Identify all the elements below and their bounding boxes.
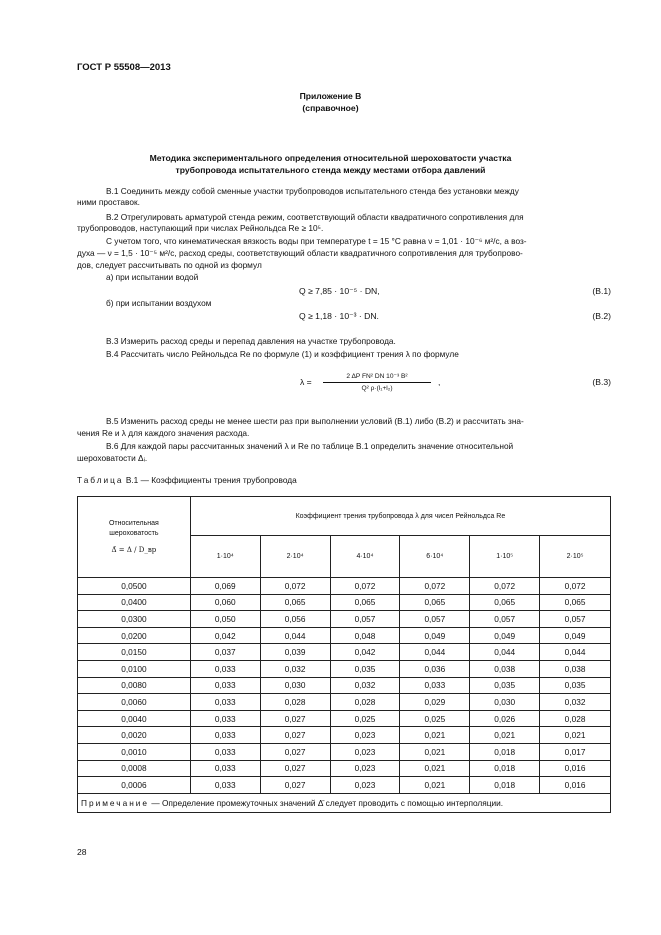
friction-value-cell: 0,018 xyxy=(470,777,540,794)
roughness-value-cell: 0,0200 xyxy=(78,627,191,644)
friction-value-cell: 0,044 xyxy=(400,644,470,661)
formula-b2: Q ≥ 1,18 · 10⁻³ · DN. xyxy=(299,311,379,321)
friction-value-cell: 0,021 xyxy=(400,760,470,777)
roughness-value-cell: 0,0100 xyxy=(78,660,191,677)
friction-value-cell: 0,027 xyxy=(260,760,330,777)
friction-value-cell: 0,072 xyxy=(470,578,540,595)
friction-value-cell: 0,065 xyxy=(470,594,540,611)
friction-value-cell: 0,050 xyxy=(190,611,260,628)
roughness-value-cell: 0,0400 xyxy=(78,594,191,611)
re-col-header: 4·10⁴ xyxy=(330,536,400,578)
table-row xyxy=(78,677,611,694)
table-caption-text: В.1 — Коэффициенты трения трубопровода xyxy=(125,475,297,485)
annex-title: Приложение В xyxy=(299,91,362,101)
paragraph-b2-line1: В.2 Отрегулировать арматурой стенда режим, соответствующий области квадратичного сопротивления для xyxy=(106,212,524,222)
friction-value-cell: 0,018 xyxy=(470,743,540,760)
table-row xyxy=(78,710,611,727)
friction-value-cell: 0,028 xyxy=(540,710,611,727)
roughness-value-cell: 0,0150 xyxy=(78,644,191,661)
friction-value-cell: 0,017 xyxy=(540,743,611,760)
paragraph-b3: В.3 Измерить расход среды и перепад давления на участке трубопровода. xyxy=(106,336,396,346)
re-col-header: 2·10⁵ xyxy=(540,536,611,578)
friction-value-cell: 0,039 xyxy=(260,644,330,661)
re-col-header: 6·10⁴ xyxy=(400,536,470,578)
re-col-header: 2·10⁴ xyxy=(260,536,330,578)
table-row xyxy=(78,777,611,794)
friction-value-cell: 0,065 xyxy=(540,594,611,611)
paragraph-b6-line2: шероховатости Δᵢ. xyxy=(77,453,148,463)
friction-value-cell: 0,033 xyxy=(190,777,260,794)
friction-value-cell: 0,072 xyxy=(400,578,470,595)
formula-b3-fraction-bar xyxy=(323,382,431,383)
friction-value-cell: 0,027 xyxy=(260,777,330,794)
table-body xyxy=(78,578,611,794)
friction-value-cell: 0,065 xyxy=(330,594,400,611)
paragraph-b6-line1: В.6 Для каждой пары рассчитанных значений λ и Re по таблице В.1 определить значение относительной xyxy=(106,441,514,451)
friction-value-cell: 0,036 xyxy=(400,660,470,677)
formula-b3-number: (В.3) xyxy=(592,377,611,387)
roughness-header-line2: шероховатость xyxy=(109,530,159,537)
friction-value-cell: 0,060 xyxy=(190,594,260,611)
friction-value-cell: 0,049 xyxy=(540,627,611,644)
table-caption xyxy=(77,475,297,485)
formula-b3-lhs: λ = xyxy=(300,377,312,387)
friction-value-cell: 0,033 xyxy=(190,743,260,760)
roughness-value-cell: 0,0080 xyxy=(78,677,191,694)
friction-value-cell: 0,049 xyxy=(400,627,470,644)
friction-value-cell: 0,023 xyxy=(330,727,400,744)
friction-value-cell: 0,027 xyxy=(260,743,330,760)
friction-value-cell: 0,021 xyxy=(470,727,540,744)
document-header: ГОСТ Р 55508—2013 xyxy=(77,62,171,73)
section-heading-line1: Методика экспериментального определения относительной шероховатости участка xyxy=(149,153,512,163)
formula-b2-number: (В.2) xyxy=(592,311,611,321)
friction-value-cell: 0,057 xyxy=(470,611,540,628)
roughness-header-line1: Относительная xyxy=(108,520,159,527)
friction-value-cell: 0,042 xyxy=(330,644,400,661)
friction-value-cell: 0,028 xyxy=(330,694,400,711)
friction-value-cell: 0,057 xyxy=(330,611,400,628)
table-row xyxy=(78,627,611,644)
case-b-label: б) при испытании воздухом xyxy=(106,298,212,308)
friction-value-cell: 0,044 xyxy=(470,644,540,661)
section-heading-line2: трубопровода испытательного стенда между местами отбора давлений xyxy=(175,165,486,175)
formula-b3-end: , xyxy=(438,377,441,387)
friction-value-cell: 0,033 xyxy=(190,727,260,744)
friction-value-cell: 0,033 xyxy=(190,710,260,727)
table-row xyxy=(78,727,611,744)
friction-value-cell: 0,037 xyxy=(190,644,260,661)
friction-value-cell: 0,033 xyxy=(190,660,260,677)
roughness-value-cell: 0,0040 xyxy=(78,710,191,727)
formula-b3-denominator: Q² ρ·(l₁+l₂) xyxy=(361,385,393,392)
formula-b1: Q ≥ 7,85 · 10⁻⁵ · DN, xyxy=(299,286,380,296)
paragraph-b1-line1: В.1 Соединить между собой сменные участки трубопроводов испытательного стенда без установки между xyxy=(106,186,519,196)
friction-value-cell: 0,038 xyxy=(540,660,611,677)
friction-value-cell: 0,032 xyxy=(260,660,330,677)
friction-value-cell: 0,018 xyxy=(470,760,540,777)
friction-value-cell: 0,023 xyxy=(330,777,400,794)
friction-value-cell: 0,028 xyxy=(260,694,330,711)
table-row xyxy=(78,578,611,595)
paragraph-b5-line2: чения Re и λ для каждого значения расхода. xyxy=(77,428,250,438)
roughness-value-cell: 0,0500 xyxy=(78,578,191,595)
friction-value-cell: 0,038 xyxy=(470,660,540,677)
friction-value-cell: 0,026 xyxy=(470,710,540,727)
table-row xyxy=(78,611,611,628)
roughness-value-cell: 0,0300 xyxy=(78,611,191,628)
friction-value-cell: 0,056 xyxy=(260,611,330,628)
table-row xyxy=(78,644,611,661)
friction-value-cell: 0,033 xyxy=(190,677,260,694)
friction-table xyxy=(77,496,611,813)
friction-value-cell: 0,025 xyxy=(400,710,470,727)
roughness-value-cell: 0,0006 xyxy=(78,777,191,794)
table-row xyxy=(78,660,611,677)
friction-value-cell: 0,030 xyxy=(470,694,540,711)
friction-value-cell: 0,035 xyxy=(470,677,540,694)
paragraph-viscosity-line2: духа — ν = 1,5 · 10⁻⁵ м²/с, расход среды, соответствующий области квадратичного сопротивления для трубопрово- xyxy=(77,248,523,258)
friction-value-cell: 0,025 xyxy=(330,710,400,727)
formula-b3-numerator: 2 ΔP FN² DN 10⁻³ B² xyxy=(346,373,408,380)
friction-value-cell: 0,016 xyxy=(540,760,611,777)
paragraph-viscosity-line1: С учетом того, что кинематическая вязкость воды при температуре t = 15 °С равна ν = 1,01 · 10⁻⁶ м²/с, а воз- xyxy=(106,236,527,246)
friction-value-cell: 0,027 xyxy=(260,727,330,744)
friction-value-cell: 0,044 xyxy=(260,627,330,644)
re-col-header: 1·10⁴ xyxy=(190,536,260,578)
paragraph-b5-line1: В.5 Изменить расход среды не менее шести раз при выполнении условий (В.1) либо (В.2) и рассчитать зна- xyxy=(106,416,524,426)
friction-value-cell: 0,035 xyxy=(540,677,611,694)
friction-value-cell: 0,072 xyxy=(330,578,400,595)
paragraph-viscosity-line3: дов, следует рассчитывать по одной из формул xyxy=(77,260,262,270)
friction-value-cell: 0,048 xyxy=(330,627,400,644)
roughness-header-cell xyxy=(78,497,191,578)
friction-value-cell: 0,016 xyxy=(540,777,611,794)
friction-value-cell: 0,044 xyxy=(540,644,611,661)
friction-value-cell: 0,033 xyxy=(190,694,260,711)
roughness-value-cell: 0,0020 xyxy=(78,727,191,744)
roughness-value-cell: 0,0060 xyxy=(78,694,191,711)
table-row xyxy=(78,694,611,711)
friction-value-cell: 0,065 xyxy=(400,594,470,611)
table-note-text: — Определение промежуточных значений Δ̄ следует проводить с помощью интерполяции. xyxy=(151,797,504,808)
friction-value-cell: 0,035 xyxy=(330,660,400,677)
paragraph-b4: В.4 Рассчитать число Рейнольдса Re по формуле (1) и коэффициент трения λ по формуле xyxy=(106,349,459,359)
case-a-label: а) при испытании водой xyxy=(106,272,199,282)
friction-value-cell: 0,065 xyxy=(260,594,330,611)
friction-value-cell: 0,027 xyxy=(260,710,330,727)
friction-value-cell: 0,033 xyxy=(190,760,260,777)
formula-b1-number: (В.1) xyxy=(592,286,611,296)
friction-value-cell: 0,072 xyxy=(540,578,611,595)
group-header-cell: Коэффициент трения трубопровода λ для чисел Рейнольдса Re xyxy=(190,497,610,536)
friction-value-cell: 0,029 xyxy=(400,694,470,711)
friction-value-cell: 0,021 xyxy=(400,777,470,794)
friction-value-cell: 0,033 xyxy=(400,677,470,694)
paragraph-b2-line2: трубопроводов, наступающий при числах Рейнольдса Re ≥ 10⁵. xyxy=(77,223,324,233)
paragraph-b1-line2: ними проставок. xyxy=(77,197,140,207)
table-note xyxy=(78,793,611,812)
friction-value-cell: 0,021 xyxy=(400,727,470,744)
friction-value-cell: 0,021 xyxy=(400,743,470,760)
table-row xyxy=(78,594,611,611)
table-row xyxy=(78,743,611,760)
friction-value-cell: 0,032 xyxy=(540,694,611,711)
friction-value-cell: 0,049 xyxy=(470,627,540,644)
page-number: 28 xyxy=(77,847,87,857)
roughness-formula: Δ̄ = Δ / D_вр xyxy=(111,546,157,554)
friction-value-cell: 0,069 xyxy=(190,578,260,595)
friction-value-cell: 0,023 xyxy=(330,743,400,760)
friction-value-cell: 0,072 xyxy=(260,578,330,595)
friction-value-cell: 0,021 xyxy=(540,727,611,744)
re-col-header: 1·10⁵ xyxy=(470,536,540,578)
friction-value-cell: 0,042 xyxy=(190,627,260,644)
friction-value-cell: 0,057 xyxy=(540,611,611,628)
friction-value-cell: 0,023 xyxy=(330,760,400,777)
roughness-value-cell: 0,0008 xyxy=(78,760,191,777)
friction-value-cell: 0,030 xyxy=(260,677,330,694)
table-note-prefix: Примечание xyxy=(81,797,150,808)
table-caption-prefix: Таблица xyxy=(77,475,124,485)
friction-value-cell: 0,057 xyxy=(400,611,470,628)
annex-subtitle: (справочное) xyxy=(302,103,359,113)
table-row xyxy=(78,760,611,777)
roughness-value-cell: 0,0010 xyxy=(78,743,191,760)
friction-value-cell: 0,032 xyxy=(330,677,400,694)
